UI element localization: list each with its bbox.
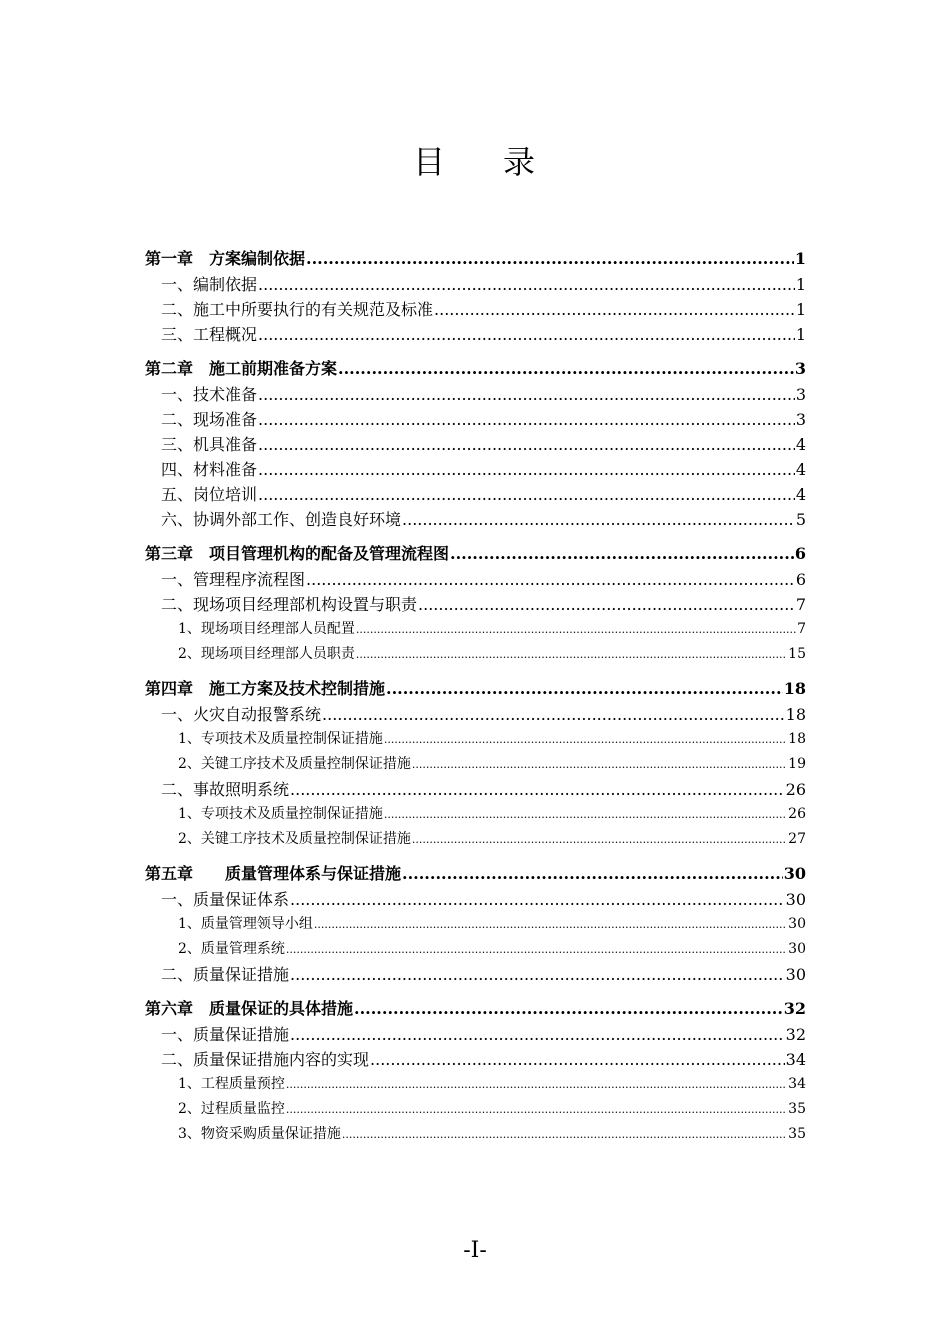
toc-dot-leader xyxy=(306,246,794,272)
toc-entry-page: 3 xyxy=(794,359,806,378)
toc-entry-title: 3、物资采购质量保证措施 xyxy=(178,1126,341,1142)
toc-entry-page: 3 xyxy=(795,410,806,429)
toc-entry-page: 6 xyxy=(794,544,806,563)
toc-title-char-1: 目 xyxy=(412,143,447,181)
toc-section-entry[interactable] xyxy=(145,1047,806,1072)
toc-entry-page: 30 xyxy=(785,890,806,909)
toc-section-entry[interactable] xyxy=(145,482,806,507)
toc-section-entry[interactable] xyxy=(145,272,806,297)
toc-entry-title: 2、关键工序技术及质量控制保证措施 xyxy=(178,756,411,772)
toc-entry-page: 35 xyxy=(788,1101,806,1117)
toc-entry-page: 1 xyxy=(794,249,806,268)
toc-chapter-entry[interactable] xyxy=(145,676,806,702)
toc-dot-leader xyxy=(342,1122,787,1147)
toc-subsection-entry[interactable] xyxy=(145,642,806,667)
toc-title-char-2: 录 xyxy=(503,143,538,181)
toc-section-entry[interactable] xyxy=(145,382,806,407)
toc-dot-leader xyxy=(450,541,794,567)
toc-entry-title: 四、材料准备 xyxy=(161,460,258,479)
toc-dot-leader xyxy=(356,617,796,642)
toc-section-entry[interactable] xyxy=(145,297,806,322)
toc-entry-page: 7 xyxy=(797,621,806,637)
toc-section-entry[interactable] xyxy=(145,962,806,987)
toc-entry-title: 2、过程质量监控 xyxy=(178,1101,285,1117)
toc-chapter-entry[interactable] xyxy=(145,541,806,567)
toc-dot-leader xyxy=(384,727,787,752)
toc-entry-page: 6 xyxy=(795,570,806,589)
toc-dot-leader xyxy=(290,1022,785,1047)
toc-subsection-entry[interactable] xyxy=(145,1122,806,1147)
toc-entry-title: 第四章 施工方案及技术控制措施 xyxy=(145,679,386,698)
toc-dot-leader xyxy=(418,592,795,617)
toc-subsection-entry[interactable] xyxy=(145,802,806,827)
toc-section-entry[interactable] xyxy=(145,887,806,912)
toc-entry-title: 第三章 项目管理机构的配备及管理流程图 xyxy=(145,544,450,563)
toc-dot-leader xyxy=(306,567,795,592)
toc-entry-page: 7 xyxy=(795,595,806,614)
toc-spacer xyxy=(145,667,806,676)
toc-entry-page: 32 xyxy=(783,999,806,1018)
toc-dot-leader xyxy=(370,1047,785,1072)
toc-entry-title: 1、现场项目经理部人员配置 xyxy=(178,621,355,637)
toc-entry-title: 二、施工中所要执行的有关规范及标准 xyxy=(161,300,434,319)
toc-entry-page: 1 xyxy=(795,300,806,319)
toc-entry-page: 26 xyxy=(788,806,806,822)
toc-dot-leader xyxy=(354,996,783,1022)
toc-dot-leader xyxy=(384,802,787,827)
toc-dot-leader xyxy=(286,937,787,962)
toc-dot-leader xyxy=(402,507,795,532)
toc-entry-title: 第一章 方案编制依据 xyxy=(145,249,306,268)
toc-section-entry[interactable] xyxy=(145,702,806,727)
toc-entry-title: 2、关键工序技术及质量控制保证措施 xyxy=(178,831,411,847)
toc-dot-leader xyxy=(402,861,783,887)
toc-entry-title: 一、火灾自动报警系统 xyxy=(161,705,322,724)
toc-dot-leader xyxy=(290,777,785,802)
toc-dot-leader xyxy=(314,912,787,937)
toc-spacer xyxy=(145,987,806,996)
toc-dot-leader xyxy=(290,887,785,912)
toc-dot-leader xyxy=(286,1072,787,1097)
toc-dot-leader xyxy=(258,457,795,482)
toc-entry-title: 二、现场准备 xyxy=(161,410,258,429)
page-number-footer: -I- xyxy=(463,1238,487,1263)
toc-entry-title: 1、专项技术及质量控制保证措施 xyxy=(178,806,383,822)
toc-dot-leader xyxy=(322,702,785,727)
toc-subsection-entry[interactable] xyxy=(145,827,806,852)
toc-dot-leader xyxy=(338,356,794,382)
toc-entry-page: 1 xyxy=(795,325,806,344)
toc-section-entry[interactable] xyxy=(145,407,806,432)
toc-subsection-entry[interactable] xyxy=(145,752,806,777)
toc-entry-page: 4 xyxy=(795,485,806,504)
toc-dot-leader xyxy=(258,432,795,457)
toc-entry-page: 35 xyxy=(788,1126,806,1142)
toc-entry-title: 第五章 质量管理体系与保证措施 xyxy=(145,864,402,883)
toc-chapter-entry[interactable] xyxy=(145,246,806,272)
toc-chapter-entry[interactable] xyxy=(145,861,806,887)
toc-section-entry[interactable] xyxy=(145,432,806,457)
toc-entry-page: 4 xyxy=(795,460,806,479)
toc-entry-title: 1、质量管理领导小组 xyxy=(178,916,313,932)
toc-section-entry[interactable] xyxy=(145,1022,806,1047)
toc-section-entry[interactable] xyxy=(145,777,806,802)
toc-entry-title: 二、事故照明系统 xyxy=(161,780,290,799)
toc-dot-leader xyxy=(434,297,795,322)
toc-entry-title: 五、岗位培训 xyxy=(161,485,258,504)
toc-subsection-entry[interactable] xyxy=(145,912,806,937)
toc-spacer xyxy=(145,347,806,356)
toc-dot-leader xyxy=(356,642,787,667)
toc-chapter-entry[interactable] xyxy=(145,356,806,382)
toc-entry-page: 18 xyxy=(783,679,806,698)
toc-dot-leader xyxy=(258,272,795,297)
toc-entry-page: 1 xyxy=(795,275,806,294)
toc-entry-page: 15 xyxy=(788,646,806,662)
toc-subsection-entry[interactable] xyxy=(145,1097,806,1122)
toc-entry-page: 18 xyxy=(785,705,806,724)
toc-entry-page: 30 xyxy=(788,916,806,932)
toc-entry-title: 三、工程概况 xyxy=(161,325,258,344)
toc-dot-leader xyxy=(286,1097,787,1122)
toc-entry-title: 二、质量保证措施内容的实现 xyxy=(161,1050,370,1069)
toc-subsection-entry[interactable] xyxy=(145,617,806,642)
toc-dot-leader xyxy=(258,382,795,407)
toc-section-entry[interactable] xyxy=(145,322,806,347)
toc-section-entry[interactable] xyxy=(145,457,806,482)
toc-entry-page: 34 xyxy=(788,1076,806,1092)
toc-spacer xyxy=(145,532,806,541)
toc-entry-page: 30 xyxy=(785,965,806,984)
toc-entry-title: 三、机具准备 xyxy=(161,435,258,454)
toc-chapter-entry[interactable] xyxy=(145,996,806,1022)
toc-entry-page: 30 xyxy=(783,864,806,883)
toc-entry-title: 第二章 施工前期准备方案 xyxy=(145,359,338,378)
toc-entry-title: 六、协调外部工作、创造良好环境 xyxy=(161,510,402,529)
toc-subsection-entry[interactable] xyxy=(145,1072,806,1097)
toc-entry-title: 二、现场项目经理部机构设置与职责 xyxy=(161,595,418,614)
toc-section-entry[interactable] xyxy=(145,507,806,532)
toc-subsection-entry[interactable] xyxy=(145,727,806,752)
toc-spacer xyxy=(145,852,806,861)
toc-entry-title: 2、质量管理系统 xyxy=(178,941,285,957)
toc-entry-page: 19 xyxy=(788,756,806,772)
toc-dot-leader xyxy=(412,827,787,852)
toc-dot-leader xyxy=(258,322,795,347)
toc-entry-title: 二、质量保证措施 xyxy=(161,965,290,984)
toc-entry-title: 一、技术准备 xyxy=(161,385,258,404)
toc-section-entry[interactable] xyxy=(145,592,806,617)
toc-entry-title: 第六章 质量保证的具体措施 xyxy=(145,999,354,1018)
toc-dot-leader xyxy=(386,676,783,702)
toc-entry-page: 18 xyxy=(788,731,806,747)
toc-entry-title: 一、管理程序流程图 xyxy=(161,570,306,589)
toc-entry-page: 30 xyxy=(788,941,806,957)
toc-entry-title: 1、工程质量预控 xyxy=(178,1076,285,1092)
toc-entry-page: 27 xyxy=(788,831,806,847)
toc-dot-leader xyxy=(258,407,795,432)
toc-dot-leader xyxy=(258,482,795,507)
toc-title xyxy=(0,140,950,184)
toc-entry-title: 一、质量保证体系 xyxy=(161,890,290,909)
toc-dot-leader xyxy=(412,752,787,777)
toc-entry-page: 32 xyxy=(785,1025,806,1044)
toc-dot-leader xyxy=(290,962,785,987)
toc-entry-page: 3 xyxy=(795,385,806,404)
toc-section-entry[interactable] xyxy=(145,567,806,592)
toc-entry-title: 2、现场项目经理部人员职责 xyxy=(178,646,355,662)
toc-entry-title: 一、编制依据 xyxy=(161,275,258,294)
toc-subsection-entry[interactable] xyxy=(145,937,806,962)
toc-entry-page: 34 xyxy=(785,1050,806,1069)
toc-entry-title: 1、专项技术及质量控制保证措施 xyxy=(178,731,383,747)
toc-entry-page: 26 xyxy=(785,780,806,799)
toc-entry-page: 4 xyxy=(795,435,806,454)
table-of-contents xyxy=(145,246,806,1147)
toc-entry-title: 一、质量保证措施 xyxy=(161,1025,290,1044)
toc-entry-page: 5 xyxy=(795,510,806,529)
